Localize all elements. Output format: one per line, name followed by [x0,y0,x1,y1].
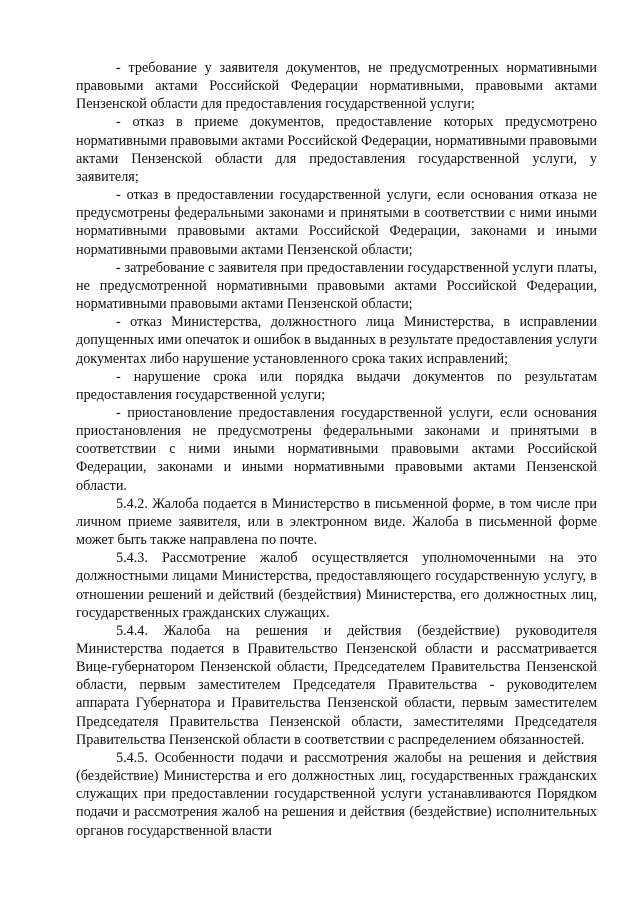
clause-5-4-3: 5.4.3. Рассмотрение жалоб осуществляется уполномоченными на это должностными лицами Министерства, предоставляющего государственную услугу, в отношении решений и действий (бездействия) Министерства, его должностных лиц, государственных гражданских служащих. [76,550,597,621]
list-item-requirement: - требование у заявителя документов, не предусмотренных нормативными правовыми актами Российской Федерации нормативными, правовыми актами Пензенской области для предоставления государственной услуги; [76,60,597,113]
clause-5-4-5: 5.4.5. Особенности подачи и рассмотрения жалобы на решения и действия (бездействие) Министерства и его должностных лиц, государственных гражданских служащих при предоставлении государственной услуги устанавливаются Порядком подачи и рассмотрения жалоб на решения и действия (бездействие) исполнительных органов государственной власти [76,749,597,839]
list-item-suspension: - приостановление предоставления государственной услуги, если основания приостановления не предусмотрены федеральными законами и принятыми в соответствии с ними иными нормативными правовыми актами Российской Федерации, законами и иными нормативными правовыми актами Пензенской области. [76,404,597,494]
list-item-correction-refusal: - отказ Министерства, должностного лица Министерства, в исправлении допущенных ими опечаток и ошибок в выданных в результате предоставления услуги документах либо нарушение установленного срока таких исправлений; [76,314,597,367]
list-item-refusal-acceptance: - отказ в приеме документов, предоставление которых предусмотрено нормативными правовыми актами Российской Федерации, нормативными правовыми актами Пензенской области для предоставления государственной услуги, у заявителя; [76,114,597,185]
list-item-fee-demand: - затребование с заявителя при предоставлении государственной услуги платы, не предусмотренной нормативными правовыми актами Российской Федерации, нормативными правовыми актами Пензенской области; [76,259,597,313]
list-item-refusal-service: - отказ в предоставлении государственной услуги, если основания отказа не предусмотрены федеральными законами и принятыми в соответствии с ними иными нормативными правовыми актами Российской Федерации, законами и иными нормативными правовыми актами Пензенской области; [76,187,597,258]
clause-5-4-2: 5.4.2. Жалоба подается в Министерство в письменной форме, в том числе при личном приеме заявителя, или в электронном виде. Жалоба в письменной форме может быть также направлена по почте. [76,495,597,549]
clause-5-4-4: 5.4.4. Жалоба на решения и действия (бездействие) руководителя Министерства подается в Правительство Пензенской области и рассматривается Вице-губернатором Пензенской области, Председателем Правительства Пензенской области, первым заместителем Председателя Правительства - руководителем аппарата Губернатора и Правительства Пензенской области, первым заместителем Председателя Правительства Пензенской области, заместителями Председателя Правительства Пензенской области в соответствии с распределением обязанностей. [76,622,597,748]
document-page [76,59,597,840]
list-item-delivery-violation: - нарушение срока или порядка выдачи документов по результатам предоставления государственной услуги; [76,368,597,403]
